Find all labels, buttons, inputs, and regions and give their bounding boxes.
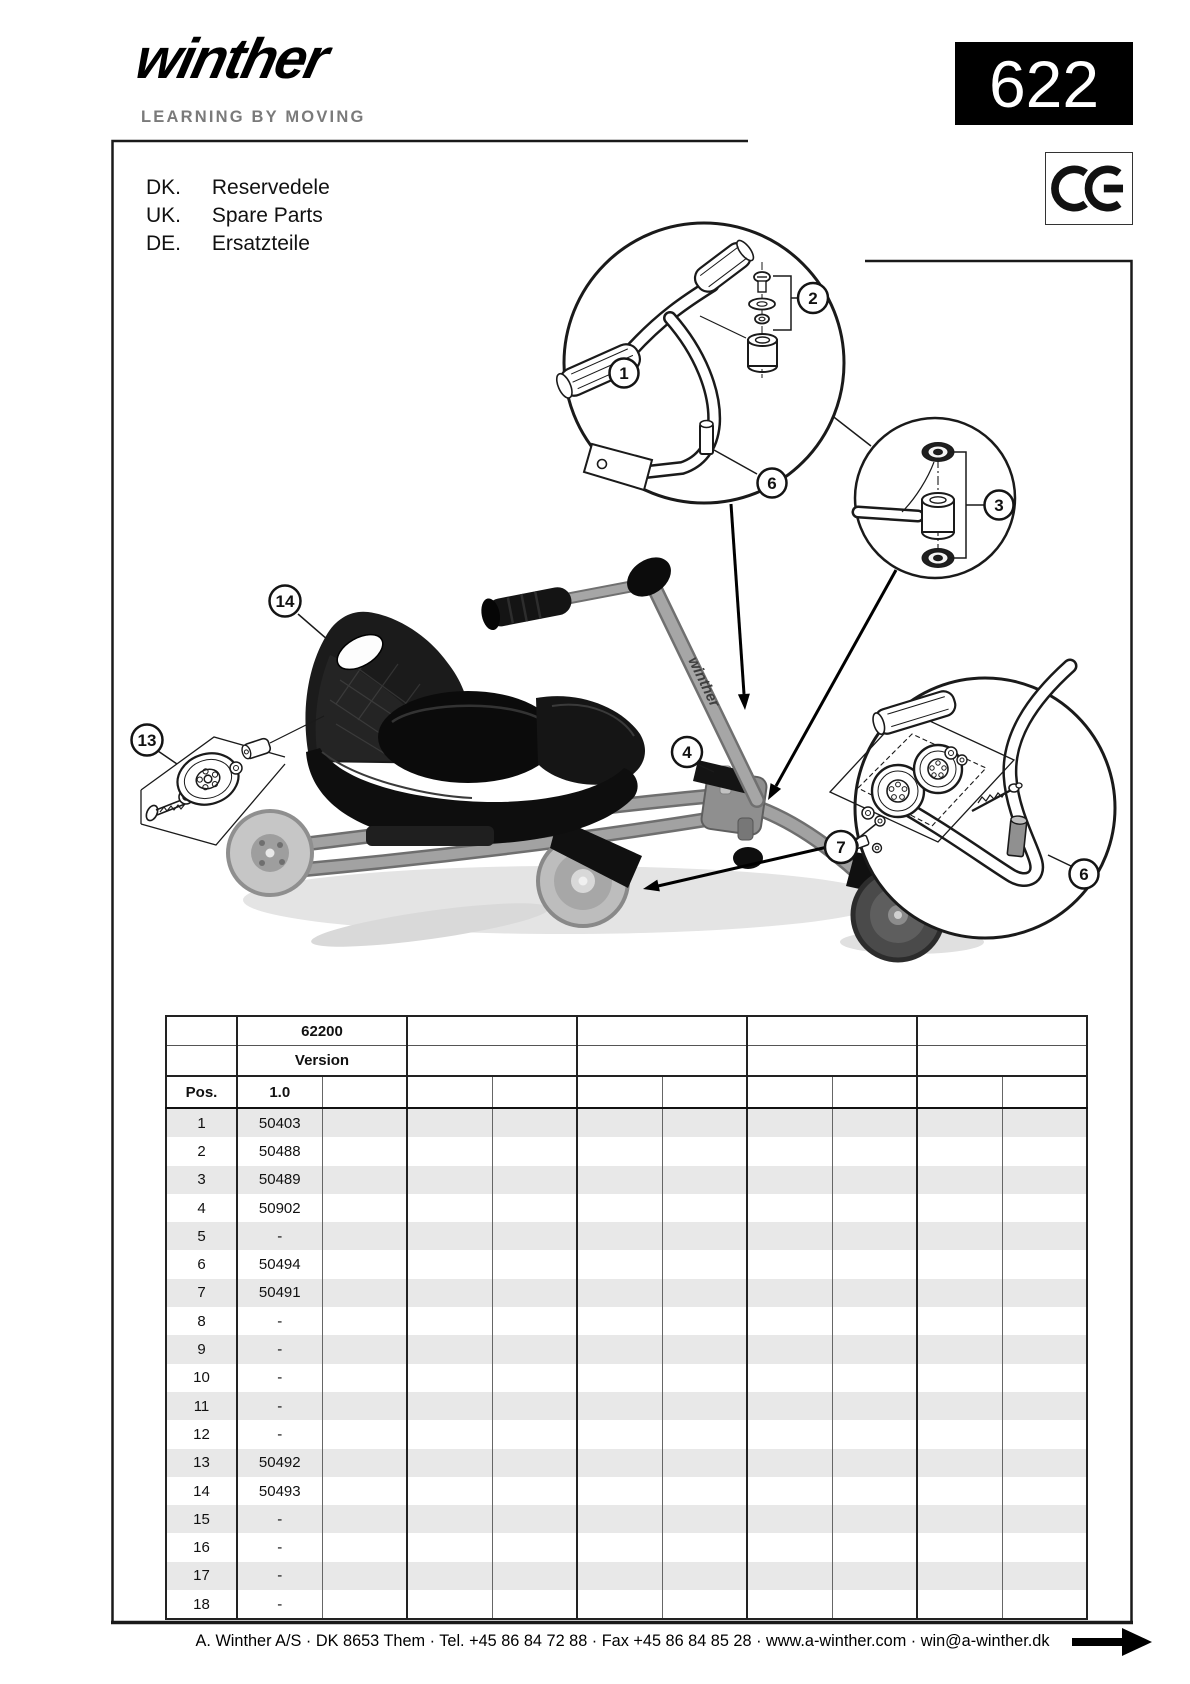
- callout-1-balloon: [610, 359, 639, 388]
- handlebar-grip: [479, 583, 574, 632]
- table-row: [166, 1250, 1087, 1278]
- part-number-cell: -: [237, 1590, 322, 1619]
- table-header-product-row: [166, 1016, 1087, 1046]
- table-header-pos-row: [166, 1076, 1087, 1108]
- table-row: [166, 1364, 1087, 1392]
- pos-cell: 4: [197, 1199, 206, 1217]
- table-row: [166, 1194, 1087, 1222]
- seat: [305, 612, 645, 846]
- pos-cell: 10: [193, 1369, 210, 1387]
- part-number-cell: -: [237, 1505, 322, 1533]
- svg-text:7: 7: [836, 838, 846, 857]
- pos-label-cell: Pos.: [166, 1076, 237, 1108]
- pos-cell: 2: [197, 1142, 206, 1160]
- pos-cell: 1: [197, 1114, 206, 1132]
- language-code: DE.: [146, 232, 182, 255]
- brand-logo: winther: [129, 27, 334, 91]
- svg-text:2: 2: [808, 289, 818, 308]
- table-row: [166, 1166, 1087, 1194]
- svg-text:6: 6: [1079, 865, 1089, 884]
- language-label: Ersatzteile: [211, 232, 310, 255]
- table-row: [166, 1222, 1087, 1250]
- svg-text:4: 4: [682, 743, 692, 762]
- callout-14-balloon: [270, 586, 301, 617]
- part-number-cell: 50403: [237, 1108, 322, 1137]
- pos-cell: 7: [197, 1284, 206, 1302]
- table-row: [166, 1533, 1087, 1561]
- pos-cell: 11: [193, 1397, 210, 1415]
- column-brand-text: winther: [684, 654, 724, 710]
- table-header-version-row: [166, 1046, 1087, 1077]
- part-number-cell: 50493: [237, 1477, 322, 1505]
- pos-cell: 15: [193, 1510, 210, 1528]
- callout-4-balloon: [672, 737, 702, 767]
- part-number-cell: 50902: [237, 1194, 322, 1222]
- part-number-cell: 50491: [237, 1279, 322, 1307]
- table-row: [166, 1108, 1087, 1137]
- table-row: [166, 1335, 1087, 1363]
- pos-cell: 12: [193, 1425, 210, 1443]
- svg-text:6: 6: [767, 474, 777, 493]
- table-row: [166, 1279, 1087, 1307]
- page-number: 622: [988, 46, 1100, 121]
- pos-cell: 6: [197, 1256, 206, 1274]
- svg-text:14: 14: [275, 592, 295, 611]
- callout-2-balloon: [798, 283, 828, 313]
- table-row: [166, 1420, 1087, 1448]
- footer-contact: A. Winther A/S · DK 8653 Them · Tel. +45 86 84 72 88 · Fax +45 86 84 85 28 · www.a-winther.com · win@a-winther.dk: [195, 1632, 1050, 1650]
- callout-7-balloon: [825, 831, 857, 863]
- table-row: [166, 1137, 1087, 1165]
- part-number-cell: -: [237, 1562, 322, 1590]
- pos-cell: 16: [193, 1539, 210, 1557]
- svg-text:1: 1: [619, 364, 629, 383]
- pos-cell: 5: [197, 1227, 206, 1245]
- table-row: [166, 1590, 1087, 1619]
- callout-6-balloon-top: [758, 469, 787, 498]
- part-number-cell: -: [237, 1335, 322, 1363]
- language-label: Reservedele: [211, 176, 330, 199]
- brand-tagline: LEARNING BY MOVING: [141, 108, 366, 126]
- callout-3-balloon: [985, 491, 1014, 520]
- part-number-cell: -: [237, 1364, 322, 1392]
- part-number-cell: -: [237, 1420, 322, 1448]
- pos-cell: 3: [197, 1171, 206, 1189]
- version-label-cell: Version: [237, 1046, 407, 1077]
- part-number-cell: 50488: [237, 1137, 322, 1165]
- table-row: [166, 1505, 1087, 1533]
- callout-6-balloon-bottom: [1070, 860, 1099, 889]
- left-wheel: [228, 811, 312, 895]
- language-label: Spare Parts: [211, 204, 323, 227]
- svg-text:3: 3: [994, 496, 1004, 515]
- part-number-cell: -: [237, 1222, 322, 1250]
- language-code: DK.: [146, 176, 182, 199]
- table-row: [166, 1477, 1087, 1505]
- part-number-cell: 50492: [237, 1449, 322, 1477]
- version-value-cell: 1.0: [237, 1076, 322, 1108]
- pos-cell: 8: [197, 1312, 206, 1330]
- spare-parts-table: [165, 1015, 1088, 1620]
- part-number-cell: 50494: [237, 1250, 322, 1278]
- part-number-cell: -: [237, 1307, 322, 1335]
- pos-cell: 18: [193, 1595, 210, 1613]
- pos-cell: 9: [197, 1341, 206, 1359]
- part-number-cell: -: [237, 1392, 322, 1420]
- steering-hub: [693, 760, 768, 869]
- table-row: [166, 1392, 1087, 1420]
- table-row: [166, 1562, 1087, 1590]
- part-number-cell: 50489: [237, 1166, 322, 1194]
- table-row: [166, 1307, 1087, 1335]
- pos-cell: 14: [193, 1482, 210, 1500]
- language-code: UK.: [146, 204, 182, 227]
- detail-circle-handlebar: [553, 223, 844, 503]
- svg-text:13: 13: [137, 731, 157, 750]
- part-number-cell: -: [237, 1533, 322, 1561]
- product-code-cell: 62200: [237, 1016, 407, 1046]
- pos-cell: 13: [193, 1454, 210, 1472]
- callout-13-balloon: [132, 725, 163, 756]
- table-row: [166, 1449, 1087, 1477]
- pos-cell: 17: [193, 1567, 210, 1585]
- parts-table-body: [166, 1108, 1087, 1619]
